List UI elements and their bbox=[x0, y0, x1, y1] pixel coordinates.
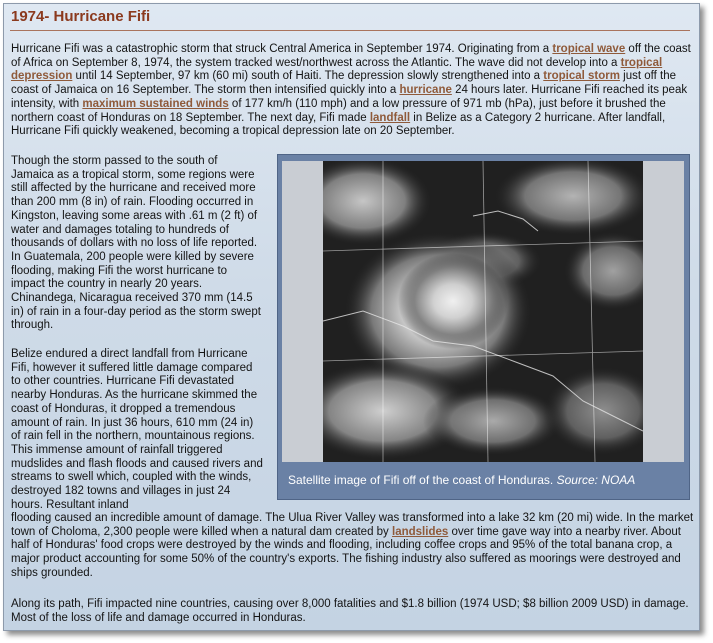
image-margin-left bbox=[282, 161, 323, 462]
caption-source: Source: NOAA bbox=[556, 473, 636, 487]
flooding-paragraph bbox=[11, 512, 695, 581]
intro-text-6: of 177 km/h (110 mph) and a low pressure of 971 mb (hPa), just before it brushed the northern coast of Honduras on 18 September. The next day, Fifi made bbox=[11, 97, 666, 124]
summary-paragraph: Along its path, Fifi impacted nine countries, causing over 8,000 fatalities and $1.8 billion (1974 USD; $8 billion 2009 USD) in damage. Most of the loss of life and damage occurred in Honduras. bbox=[11, 598, 689, 624]
intro-paragraph bbox=[11, 43, 695, 139]
landfall-link[interactable]: landfall bbox=[369, 111, 411, 124]
intro-text-1: Hurricane Fifi was a catastrophic storm that struck Central America in September 1974. Originating from a bbox=[11, 43, 553, 55]
page-title: 1974- Hurricane Fifi bbox=[11, 8, 151, 25]
jamaica-paragraph: Though the storm passed to the south of Jamaica as a tropical storm, some regions were still affected by the hurricane and received more than 200 mm (8 in) of rain. Flooding occurred in Kingston, leaving some areas with .61 m (2 ft) of water and damages totaling to hundreds of thousands of dollars with no loss of life reported. In Guatemala, 200 people were killed by severe flooding, making Fifi the worst hurricane to impact the country in nearly 20 years. Chinandega, Nicaragua received 370 mm (14.5 in) of rain in a four-day period as the storm swept through. bbox=[11, 155, 261, 332]
article-page bbox=[3, 3, 700, 631]
maximum-sustained-winds-link[interactable]: maximum sustained winds bbox=[82, 97, 229, 110]
image-margin-right bbox=[643, 161, 684, 462]
title-divider bbox=[10, 30, 690, 31]
figure-caption bbox=[288, 473, 635, 487]
belize-paragraph: Belize endured a direct landfall from Hurricane Fifi, however it suffered little damage compared to other countries. Hurricane Fifi devastated nearby Honduras. As the hurricane skimmed the coast of Honduras, it dropped a tremendous amount of rain. In just 36 hours, 610 mm (24 in) of rain fell in the northern, mountainous regions. This immense amount of rainfall triggered mudslides and flash floods and caused rivers and streams to swell which, coupled with the winds, destroyed 182 towns and villages in just 24 hours. Resultant inland bbox=[11, 348, 263, 511]
caption-text: Satellite image of Fifi off of the coast of Honduras. bbox=[288, 473, 557, 487]
intro-text-5: 24 hours later. Hurricane Fifi reached its peak intensity, with bbox=[11, 84, 688, 110]
hurricane-link[interactable]: hurricane bbox=[399, 84, 452, 97]
tropical-storm-link[interactable]: tropical storm bbox=[543, 70, 620, 83]
intro-text-4: just off the coast of Jamaica on 16 September. The storm then intensified quickly into a bbox=[11, 70, 676, 97]
tropical-wave-link[interactable]: tropical wave bbox=[552, 43, 626, 55]
intro-text-3: until 14 September, 97 km (60 mi) south of Haiti. The depression slowly strengthened into a bbox=[72, 70, 544, 83]
flooding-text-2: over time gave way into a nearby river. About half of Honduras' food crops were destroyed by the winds and flooding, including coffee crops and 95% of the total banana crop, a major product accounting for some 50% of the country's exports. The fishing industry also suffered as moorings were destroyed and ships grounded. bbox=[11, 525, 681, 579]
satellite-figure bbox=[277, 154, 690, 500]
landslides-link[interactable]: landslides bbox=[392, 525, 449, 538]
intro-text-2: off the coast of Africa on September 8, 1974, the system tracked west/northwest across the Atlantic. The wave did not develop into a bbox=[11, 43, 691, 69]
satellite-image bbox=[323, 161, 643, 462]
tropical-depression-link[interactable]: tropical depression bbox=[11, 56, 663, 83]
flooding-text-1: flooding caused an incredible amount of damage. The Ulua River Valley was transformed into a lake 32 km (20 mi) wide. In the market town of Choloma, 2,300 people were killed when a natural dam created by bbox=[11, 512, 694, 538]
intro-text-7: in Belize as a Category 2 hurricane. After landfall, Hurricane Fifi quickly weakened, becoming a tropical depression late on 20 September. bbox=[11, 111, 666, 138]
